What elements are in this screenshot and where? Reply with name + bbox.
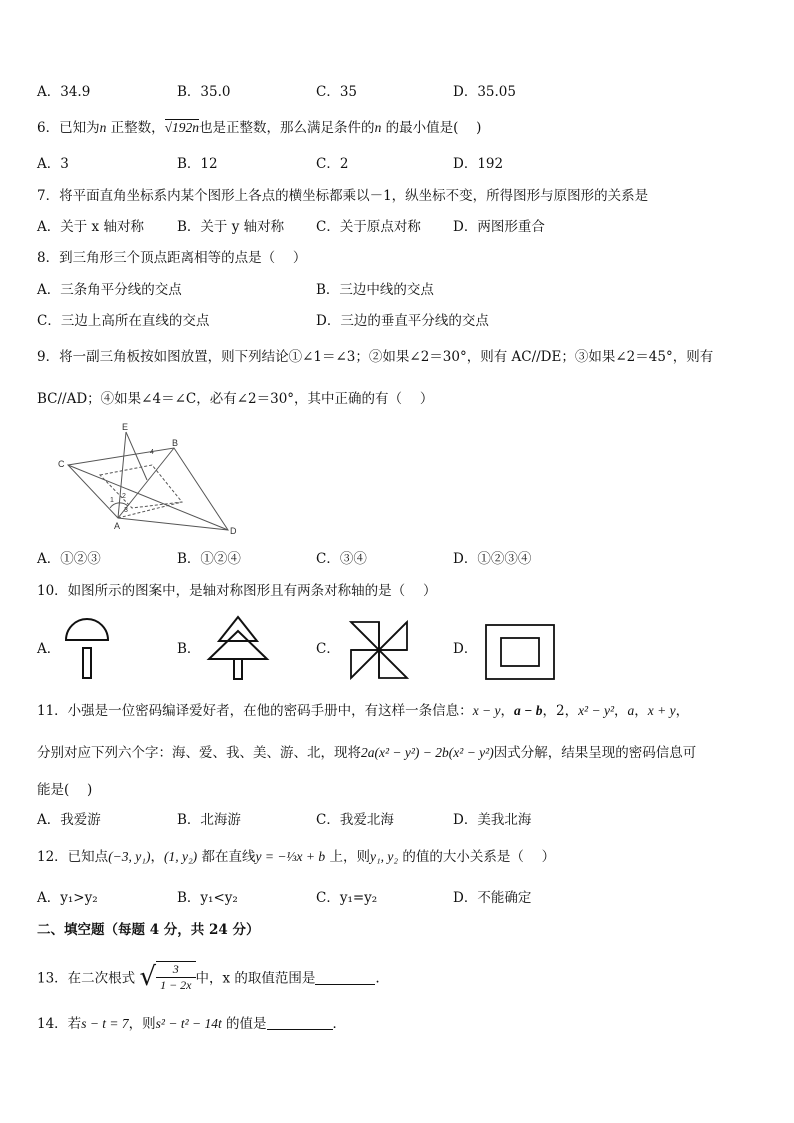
- q11-question-line1: 11．小强是一位密码编译爱好者，在他的密码手册中，有这样一条信息：x − y，a − b，2，x² − y²，a，x + y，: [37, 703, 690, 719]
- q6-sqrt-expr: √192n: [164, 120, 200, 135]
- q9-label-e: E: [122, 422, 129, 432]
- q14-text-pre: 14．若: [37, 1016, 82, 1032]
- q12-question: [37, 848, 555, 866]
- q8-option-c: C．三边上高所在直线的交点: [37, 313, 210, 329]
- q8-question: 8．到三角形三个顶点距离相等的点是（ ）: [37, 250, 307, 266]
- q6-text-mid: 正整数，: [106, 120, 165, 136]
- q8-option-b: B．三边中线的交点: [316, 282, 434, 298]
- q12-separator: ，: [150, 849, 164, 865]
- q14-text-mid: ，则: [128, 1016, 156, 1032]
- q5-option-c: C．35: [316, 84, 358, 100]
- q7-question: 7．将平面直角坐标系内某个图形上各点的横坐标都乘以－1，纵坐标不变，所得图形与原图形的关系是: [37, 188, 649, 204]
- q9-label-2: 2: [122, 493, 126, 500]
- q11-code-6: x + y: [647, 703, 676, 718]
- q7-option-c: C．关于原点对称: [316, 219, 421, 235]
- q13-text-post: 中，x 的取值范围是: [195, 970, 316, 987]
- q6-option-a: A．3: [37, 156, 69, 172]
- q8-option-d: D．三边的垂直平分线的交点: [316, 313, 489, 329]
- q9-diag-cd: [68, 465, 228, 530]
- q6-text-post: 也是正整数，那么满足条件的: [199, 120, 375, 136]
- q11-option-c: C．我爱北海: [316, 812, 394, 828]
- q11-expression: 2a(x² − y²) − 2b(x² − y²): [361, 745, 494, 760]
- q11-code-3: 2: [555, 703, 565, 719]
- q9-label-d: D: [230, 526, 237, 536]
- q10-frame-figure: [484, 623, 556, 681]
- q7-option-b: B．关于 y 轴对称: [177, 219, 285, 235]
- q5-option-b: B．35.0: [177, 84, 231, 100]
- q9-label-a: A: [114, 521, 121, 531]
- q6-var-n: n: [99, 120, 107, 135]
- q13-denominator: 1 − 2x: [160, 978, 192, 992]
- q12-option-b: B．y₁<y₂: [177, 890, 238, 906]
- q10-tree-figure: [205, 615, 271, 681]
- q12-text-end: 的值的大小关系是（ ）: [398, 849, 556, 865]
- q13-numerator: 3: [156, 962, 195, 978]
- q11-code-5: a: [627, 703, 635, 718]
- q5-option-a: A．34.9: [37, 84, 91, 100]
- q10-option-b: B．: [177, 641, 201, 657]
- q6-var-n2: n: [374, 120, 382, 135]
- q6-text-pre: 6．已知为: [37, 120, 100, 136]
- q10-option-a: A．: [37, 641, 61, 657]
- q14-condition: s − t = 7: [81, 1016, 129, 1031]
- q14-text-post: 的值是: [221, 1016, 267, 1032]
- q13-text-pre: 13．在二次根式: [37, 970, 136, 987]
- q12-point-1: (−3, y₁): [108, 849, 151, 864]
- q12-vars: y₁, y₂: [369, 849, 399, 864]
- q9-label-1: 1: [110, 497, 114, 504]
- q9-line-ea: [118, 432, 126, 518]
- q11-question-line3: 能是( ): [37, 782, 93, 798]
- q13-radical: √ $\frac{3}{1 - 2x}$: [139, 961, 195, 993]
- q12-text-pre: 12．已知点: [37, 849, 109, 865]
- q12-option-a: A．y₁>y₂: [37, 890, 98, 906]
- q6-option-d: D．192: [453, 156, 504, 172]
- q9-label-3: 3: [124, 507, 128, 514]
- q12-text-mid: 都在直线: [197, 849, 256, 865]
- q9-triangle-figure: [52, 420, 252, 542]
- q9-option-c: C．③④: [316, 551, 367, 567]
- q12-option-c: C．y₁=y₂: [316, 890, 378, 906]
- q9-line-e: [126, 432, 147, 480]
- q6-option-b: B．12: [177, 156, 218, 172]
- q13-question: 13．在二次根式 √ $\frac{3}{1 - 2x}$ 中，x 的取值范围是 .: [37, 962, 380, 992]
- q7-option-d: D．两图形重合: [453, 219, 545, 235]
- q6-text-end: 的最小值是( ): [381, 120, 482, 136]
- q11-text-result: 因式分解，结果呈现的密码信息可: [493, 745, 697, 761]
- q9-option-a: A．①②③: [37, 551, 101, 567]
- q11-code-2: a − b: [514, 703, 543, 718]
- q9-label-c: C: [58, 459, 65, 469]
- q10-option-c: C．: [316, 641, 340, 657]
- q8-option-a: A．三条角平分线的交点: [37, 282, 182, 298]
- q10-pinwheel-figure: [348, 619, 410, 681]
- q10-option-d: D．: [453, 641, 478, 657]
- q11-text-words: 分别对应下列六个字：海、爱、我、美、游、北，现将: [37, 745, 361, 761]
- q10-fan-figure: [62, 618, 112, 680]
- q11-option-b: B．北海游: [177, 812, 241, 828]
- q11-option-d: D．美我北海: [453, 812, 532, 828]
- q9-label-4: 4: [150, 449, 154, 456]
- q13-answer-blank[interactable]: [315, 970, 375, 985]
- q9-label-b: B: [172, 438, 179, 448]
- q14-expression: s² − t² − 14t: [155, 1016, 222, 1031]
- q12-point-2: (1, y₂): [163, 849, 198, 864]
- q11-text-intro: 11．小强是一位密码编译爱好者，在他的密码手册中，有这样一条信息：: [37, 703, 473, 719]
- section-heading-fill-in: 二、填空题（每题 4 分，共 24 分）: [37, 922, 260, 938]
- q11-code-4: x² − y²: [578, 703, 615, 718]
- q5-option-d: D．35.05: [453, 84, 516, 100]
- q7-option-a: A．关于 x 轴对称: [37, 219, 144, 235]
- q10-question: 10．如图所示的图案中，是轴对称图形且有两条对称轴的是（ ）: [37, 583, 437, 599]
- q14-answer-blank[interactable]: [267, 1015, 333, 1030]
- q11-option-a: A．我爱游: [37, 812, 101, 828]
- q12-line-eq: y = −⅓x + b: [255, 849, 326, 864]
- q9-option-b: B．①②④: [177, 551, 241, 567]
- q9-question-line1: 9．将一副三角板按如图放置，则下列结论①∠1＝∠3；②如果∠2＝30°，则有 AC//DE；③如果∠2＝45°，则有: [37, 349, 714, 365]
- q6-option-c: C．2: [316, 156, 349, 172]
- q14-question: 14．若s − t = 7，则s² − t² − 14t 的值是 ．: [37, 1016, 347, 1032]
- q11-code-1: x − y: [472, 703, 501, 718]
- q9-outer-quad: [68, 448, 228, 530]
- q9-question-line2: BC//AD；④如果∠4＝∠C，必有∠2＝30°，其中正确的有（ ）: [37, 391, 434, 407]
- q11-question-line2: [37, 744, 696, 762]
- q12-text-post: 上，则: [325, 849, 370, 865]
- q9-option-d: D．①②③④: [453, 551, 532, 567]
- q6-question: [37, 119, 481, 137]
- q12-option-d: D．不能确定: [453, 890, 532, 906]
